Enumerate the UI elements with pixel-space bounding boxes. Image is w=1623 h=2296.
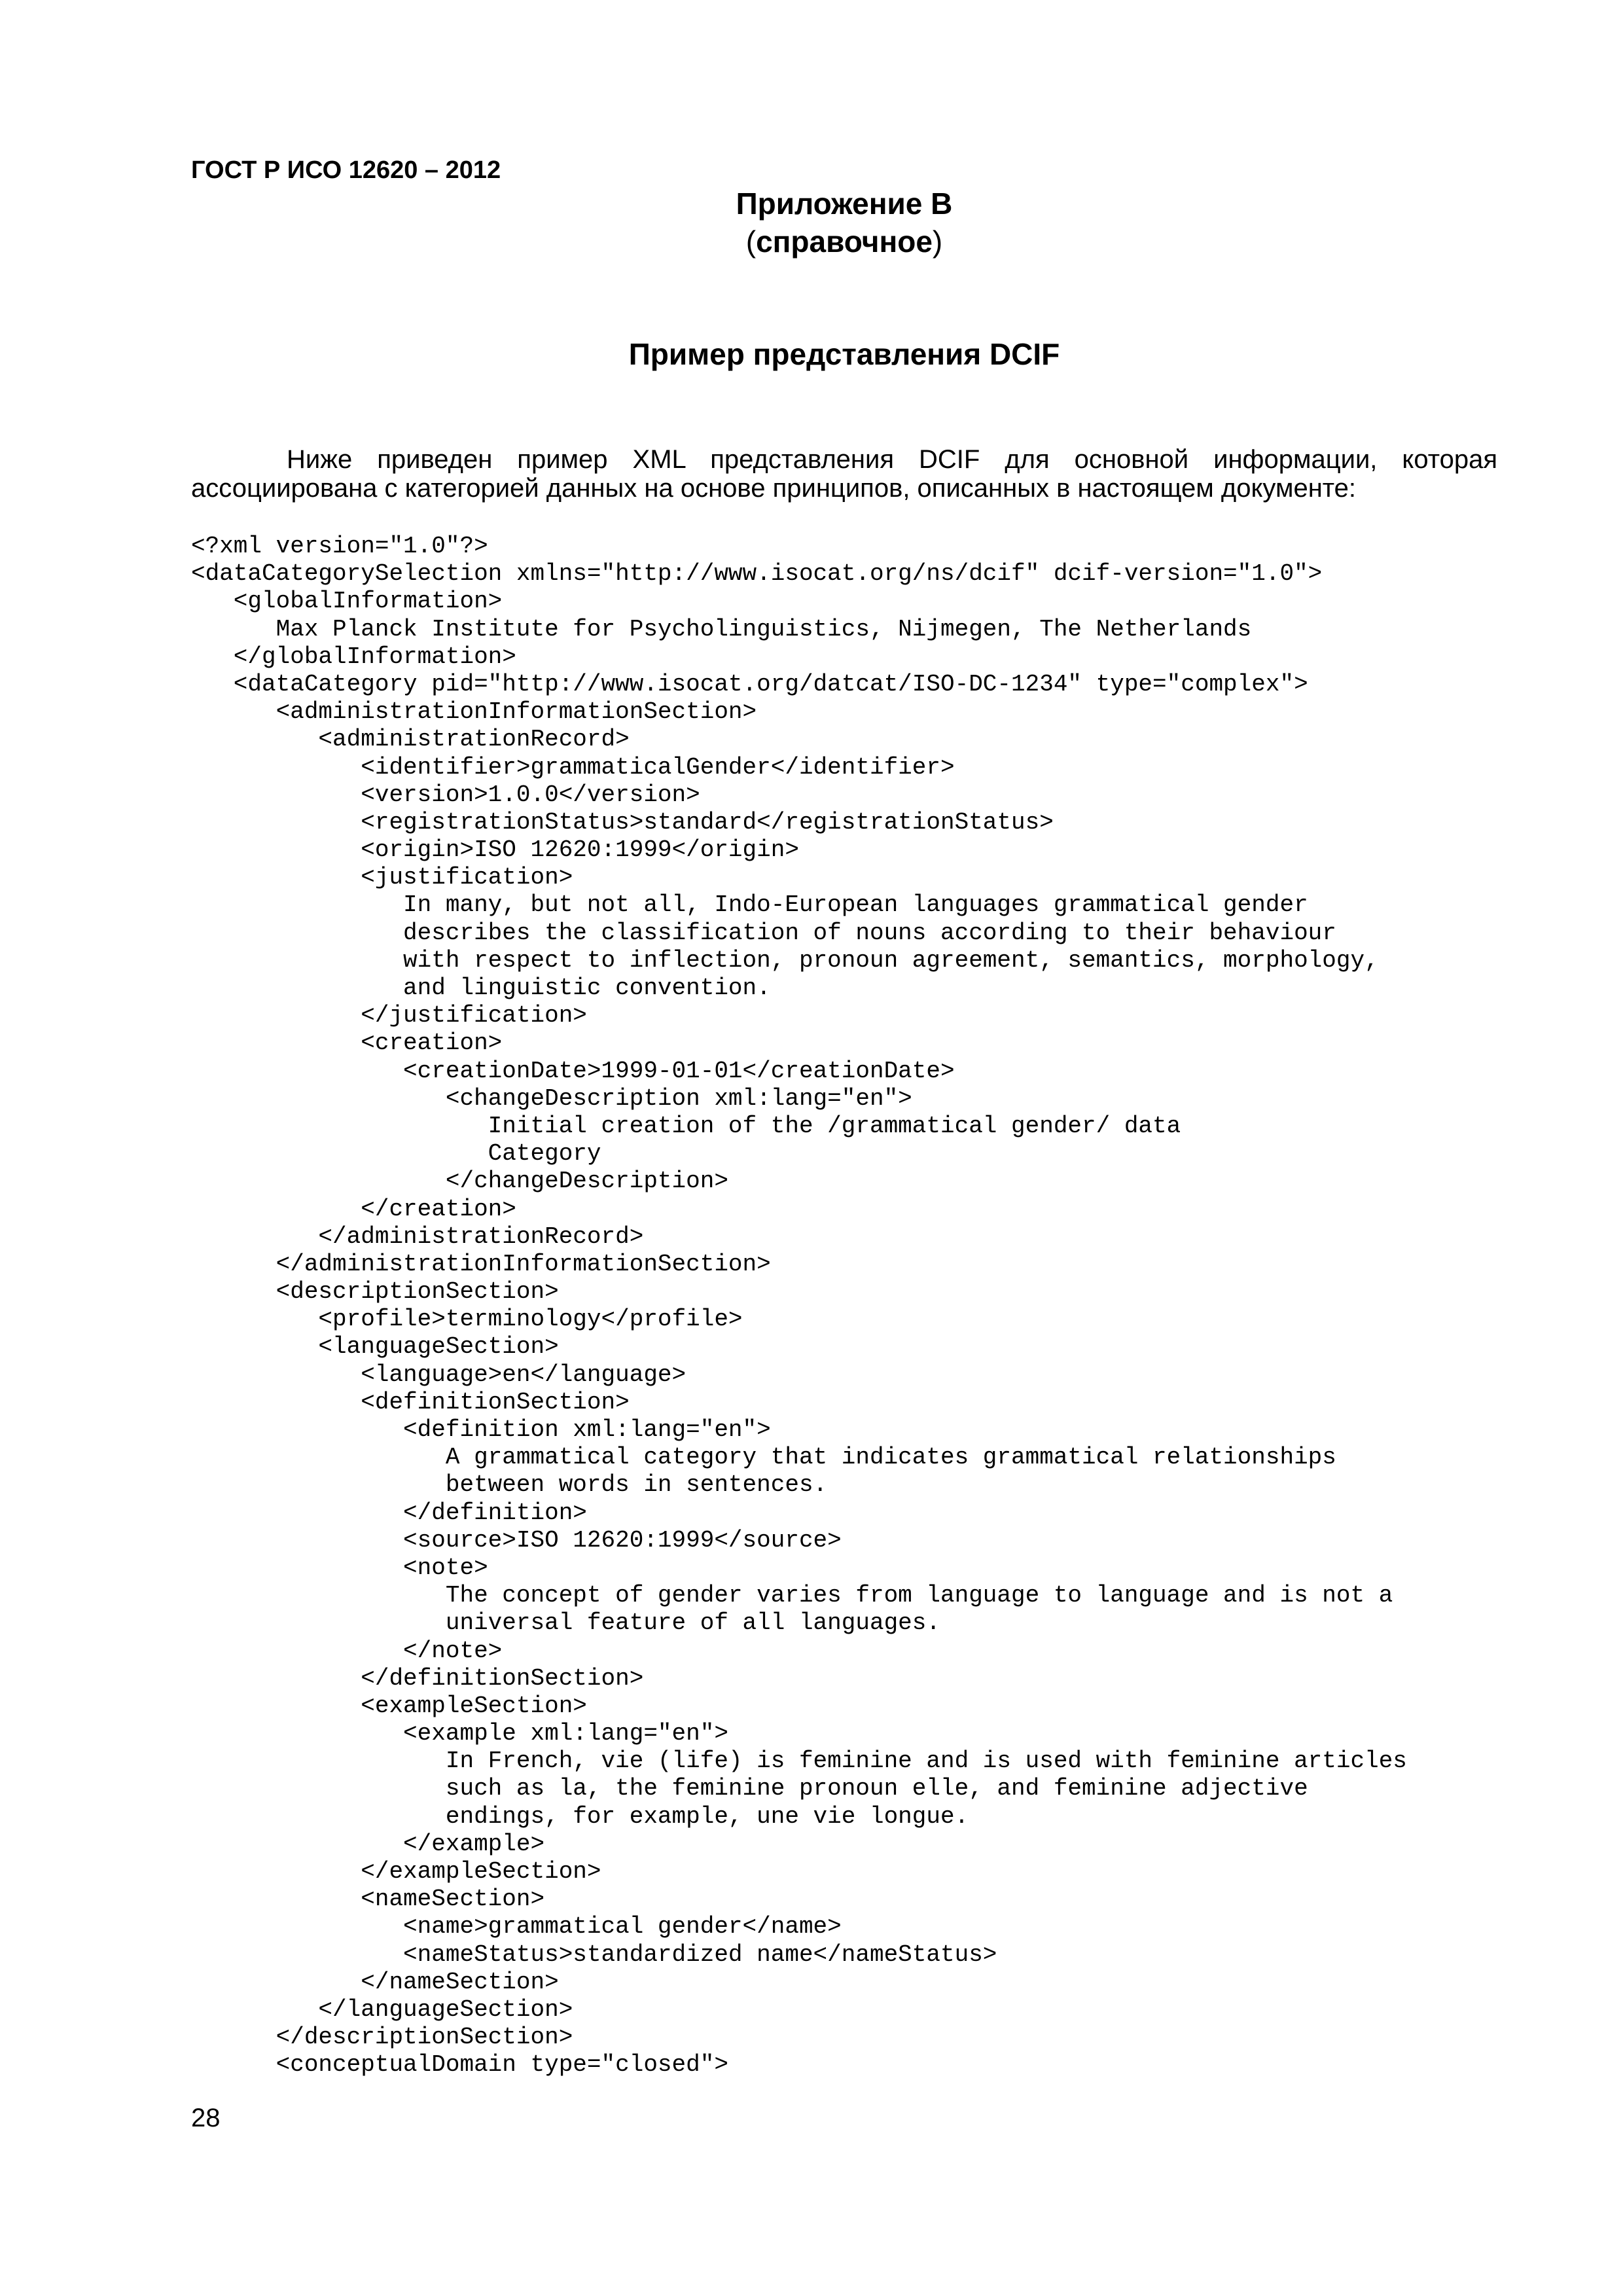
code-line: <note> [191, 1554, 488, 1581]
appendix-paren-close: ) [932, 224, 943, 259]
code-line: </descriptionSection> [191, 2024, 573, 2051]
code-line: The concept of gender varies from language to language and is not a [191, 1582, 1393, 1609]
code-line: <nameStatus>standardized name</nameStatus> [191, 1941, 997, 1968]
code-line: </definition> [191, 1499, 587, 1526]
code-line: <definition xml:lang="en"> [191, 1416, 771, 1443]
code-line: <creationDate>1999-01-01</creationDate> [191, 1057, 955, 1085]
code-line: Category [191, 1140, 601, 1168]
code-line: </administrationRecord> [191, 1223, 644, 1250]
appendix-type-label: справочное [756, 224, 933, 259]
code-line: </nameSection> [191, 1968, 559, 1996]
code-line: In many, but not all, Indo-European languages grammatical gender [191, 891, 1308, 919]
code-line: </note> [191, 1637, 503, 1664]
code-line: between words in sentences. [191, 1471, 828, 1499]
code-line: <profile>terminology</profile> [191, 1306, 743, 1333]
code-line: Initial creation of the /grammatical gender/ data [191, 1112, 1181, 1139]
code-line: <registrationStatus>standard</registrationStatus> [191, 808, 1054, 836]
code-line: <origin>ISO 12620:1999</origin> [191, 836, 799, 864]
code-line: <conceptualDomain type="closed"> [191, 2051, 728, 2079]
code-line: <example xml:lang="en"> [191, 1720, 728, 1748]
intro-paragraph: Ниже приведен пример XML представления DCIF для основной информации, которая ассоциирована с категорией данных на основе принципов, описанных в настоящем документе: [191, 445, 1497, 503]
section-title: Пример представления DCIF [628, 337, 1060, 371]
code-line: </example> [191, 1830, 545, 1857]
code-line: </definitionSection> [191, 1664, 644, 1692]
standard-code-header: ГОСТ Р ИСО 12620 – 2012 [191, 156, 501, 184]
code-line: </creation> [191, 1195, 516, 1223]
code-line: and linguistic convention. [191, 975, 771, 1001]
appendix-title: Приложение В [736, 187, 953, 221]
code-line: <administrationRecord> [191, 726, 630, 753]
code-line: A grammatical category that indicates grammatical relationships [191, 1444, 1336, 1471]
appendix-type [0, 223, 1623, 260]
code-line: <language>en</language> [191, 1361, 687, 1388]
code-line: <dataCategory pid="http://www.isocat.org/datcat/ISO-DC-1234" type="complex"> [191, 670, 1308, 698]
appendix-paren-open: ( [745, 224, 757, 259]
code-line: <definitionSection> [191, 1388, 630, 1416]
code-line: <version>1.0.0</version> [191, 781, 700, 808]
code-line: <exampleSection> [191, 1692, 587, 1719]
code-line: <name>grammatical gender</name> [191, 1913, 842, 1941]
code-line: <identifier>grammaticalGender</identifier> [191, 753, 955, 781]
code-line: </exampleSection> [191, 1858, 601, 1885]
code-line: </administrationInformationSection> [191, 1250, 771, 1278]
code-line: universal feature of all languages. [191, 1609, 940, 1637]
code-line: <source>ISO 12620:1999</source> [191, 1526, 842, 1554]
xml-code-block [191, 533, 1407, 2079]
code-line: </justification> [191, 1002, 587, 1030]
code-line: Max Planck Institute for Psycholinguistics, Nijmegen, The Netherlands [191, 615, 1252, 643]
code-line: In French, vie (life) is feminine and is used with feminine articles [191, 1748, 1407, 1775]
code-line: <dataCategorySelection xmlns="http://www.isocat.org/ns/dcif" dcif-version="1.0"> [191, 560, 1323, 588]
code-line: <administrationInformationSection> [191, 698, 757, 726]
code-line: <justification> [191, 864, 573, 891]
code-line: <languageSection> [191, 1333, 559, 1361]
code-line: </globalInformation> [191, 643, 516, 670]
code-line: with respect to inflection, pronoun agreement, semantics, morphology, [191, 946, 1379, 974]
code-line: <creation> [191, 1030, 503, 1057]
code-line: such as la, the feminine pronoun elle, and feminine adjective [191, 1775, 1308, 1803]
code-line: <nameSection> [191, 1886, 545, 1913]
page-number: 28 [191, 2104, 221, 2132]
code-line: </changeDescription> [191, 1168, 728, 1195]
code-line: <?xml version="1.0"?> [191, 533, 488, 560]
code-line: </languageSection> [191, 1996, 573, 2023]
code-line: describes the classification of nouns according to their behaviour [191, 919, 1336, 946]
code-line: <changeDescription xml:lang="en"> [191, 1085, 912, 1112]
code-line: <descriptionSection> [191, 1278, 559, 1306]
code-line: <globalInformation> [191, 588, 503, 615]
code-line: endings, for example, une vie longue. [191, 1803, 969, 1830]
